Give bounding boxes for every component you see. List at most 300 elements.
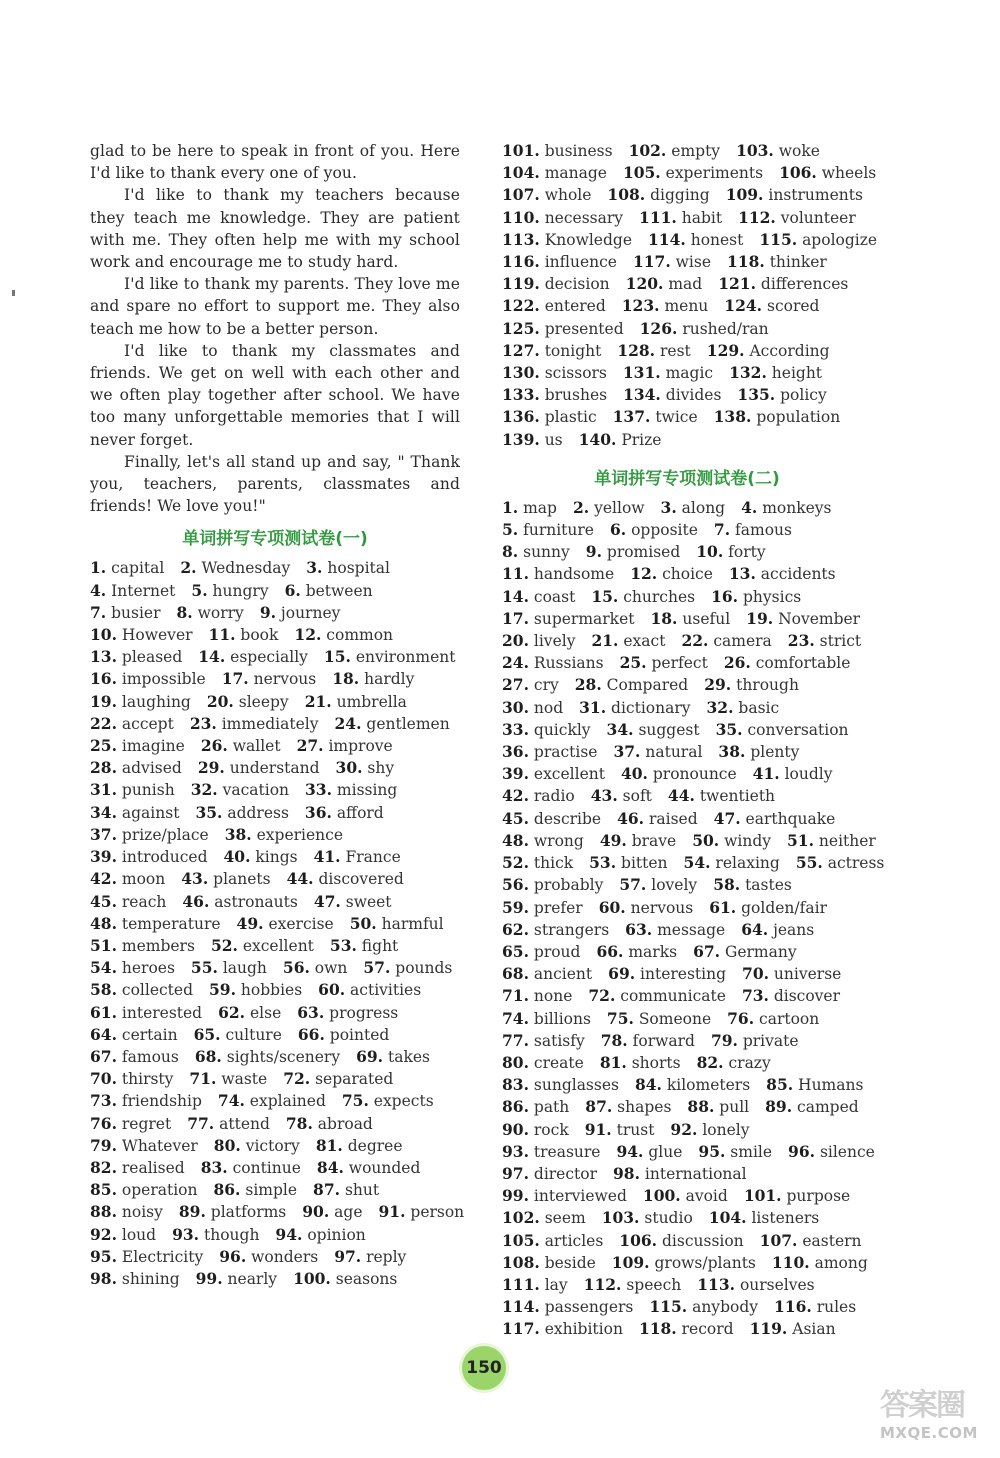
answer-word: private — [737, 1031, 799, 1050]
answer-number: 12. — [294, 625, 322, 645]
answer-line — [90, 757, 460, 779]
answer-number: 47. — [313, 891, 341, 911]
answer-item — [189, 1070, 267, 1088]
answer-word: seem — [539, 1209, 586, 1228]
answer-item — [502, 632, 575, 650]
answer-word: plastic — [539, 408, 597, 427]
answer-word: astronauts — [209, 892, 298, 911]
answer-line — [90, 868, 460, 890]
answer-number: 121. — [718, 274, 756, 294]
answer-number: 72. — [283, 1069, 311, 1089]
answer-line — [502, 852, 885, 874]
answer-line — [90, 1157, 460, 1179]
answer-word: discover — [768, 987, 841, 1006]
answer-item — [502, 142, 613, 160]
answer-item — [90, 1048, 179, 1066]
answer-word: wallet — [227, 737, 281, 756]
answer-word: laughing — [116, 692, 191, 711]
answer-word: instruments — [763, 186, 863, 205]
answer-word: imagine — [116, 737, 185, 756]
answer-word: common — [321, 626, 394, 645]
answer-word: comfortable — [750, 654, 851, 673]
answer-word: probably — [528, 876, 604, 895]
answer-item — [90, 1248, 203, 1266]
answer-line — [502, 897, 872, 919]
answer-item — [90, 781, 175, 799]
answer-word: noisy — [116, 1203, 163, 1222]
answer-number: 51. — [90, 935, 117, 955]
answer-number: 21. — [591, 631, 619, 651]
answer-line — [90, 624, 460, 646]
answer-number: 87. — [313, 1180, 341, 1200]
answer-item — [502, 1076, 619, 1094]
answer-item — [613, 408, 698, 426]
answer-word: honest — [685, 230, 744, 249]
right-column — [502, 140, 885, 1341]
answer-word: nod — [528, 698, 564, 717]
answer-item — [724, 654, 851, 672]
answer-word: gentlemen — [361, 714, 450, 733]
answer-item — [342, 1092, 434, 1110]
answer-item — [318, 981, 421, 999]
answer-item — [172, 1226, 259, 1244]
answer-word: progress — [324, 1003, 399, 1022]
answer-item — [502, 743, 597, 761]
answer-number: 72. — [588, 986, 616, 1006]
answer-item — [214, 1137, 300, 1155]
answer-line — [90, 1002, 460, 1024]
answer-item — [744, 1187, 850, 1205]
answer-number: 9. — [259, 602, 276, 622]
answer-number: 57. — [619, 875, 647, 895]
answer-item — [502, 765, 605, 783]
answer-word: busier — [106, 603, 161, 622]
answer-line — [90, 1179, 460, 1201]
answer-word: Whatever — [116, 1136, 198, 1155]
answer-number: 38. — [224, 824, 252, 844]
answer-item — [502, 297, 606, 315]
answer-item — [90, 804, 179, 822]
answer-number: 91. — [378, 1202, 406, 1222]
answer-line — [90, 891, 460, 913]
answer-item — [90, 848, 208, 866]
answer-word: Compared — [601, 676, 689, 695]
answer-item — [196, 1270, 277, 1288]
answer-word: relaxing — [710, 854, 780, 873]
answer-item — [502, 1121, 569, 1139]
answer-word: useful — [677, 609, 731, 628]
answer-item — [502, 1209, 586, 1227]
answer-word: bitten — [616, 854, 668, 873]
answer-number: 6. — [284, 580, 301, 600]
answer-number: 29. — [197, 758, 225, 778]
answer-line — [502, 652, 872, 674]
answer-word: avoid — [680, 1187, 728, 1206]
answer-number: 80. — [502, 1052, 529, 1072]
answer-line — [502, 1052, 872, 1074]
answer-word: pointed — [324, 1025, 390, 1044]
answer-word: introduced — [116, 848, 208, 867]
answer-line — [502, 497, 872, 519]
answer-item — [575, 676, 688, 694]
answer-number: 117. — [632, 252, 671, 272]
answer-word: soft — [617, 787, 652, 806]
answer-line — [90, 846, 460, 868]
answer-item — [588, 987, 726, 1005]
answer-number: 118. — [727, 252, 765, 272]
answer-number: 45. — [90, 891, 117, 911]
answer-number: 17. — [221, 669, 249, 689]
answer-item — [90, 893, 166, 911]
answer-word: physics — [738, 587, 802, 606]
answer-number: 51. — [787, 830, 814, 850]
answer-word: wrong — [528, 831, 584, 850]
answer-line — [90, 979, 460, 1001]
answer-word: hobbies — [235, 981, 303, 1000]
answer-word: differences — [755, 275, 849, 294]
answer-word: regret — [116, 1114, 172, 1133]
answer-number: 132. — [729, 363, 767, 383]
answer-line — [502, 318, 872, 340]
answer-item — [502, 787, 575, 805]
answer-line — [90, 1090, 460, 1112]
answer-item — [601, 1032, 695, 1050]
answer-number: 75. — [606, 1008, 634, 1028]
answer-word: victory — [240, 1136, 300, 1155]
answer-item — [213, 1181, 297, 1199]
answer-line — [502, 340, 872, 362]
answer-word: treasure — [528, 1142, 601, 1161]
answer-line — [502, 384, 872, 406]
answer-word: furniture — [518, 521, 594, 540]
answer-number: 97. — [334, 1246, 362, 1266]
answer-word: address — [222, 803, 289, 822]
answer-item — [90, 915, 221, 933]
answer-number: 28. — [90, 758, 117, 778]
answer-word: supermarket — [528, 609, 635, 628]
answer-line — [90, 1224, 460, 1246]
answer-item — [502, 721, 591, 739]
answer-word: through — [731, 676, 799, 695]
answer-item — [198, 648, 308, 666]
answer-word: quickly — [528, 720, 591, 739]
answer-item — [787, 832, 876, 850]
answer-number: 27. — [502, 675, 529, 695]
answer-number: 46. — [182, 891, 210, 911]
answer-number: 111. — [502, 1274, 540, 1294]
answer-item — [90, 626, 193, 644]
answer-number: 20. — [206, 691, 234, 711]
answer-word: separated — [310, 1070, 394, 1089]
answer-number: 48. — [502, 830, 529, 850]
answer-number: 116. — [774, 1297, 812, 1317]
answer-item — [305, 804, 384, 822]
answer-word: coast — [528, 587, 576, 606]
answer-item — [718, 743, 799, 761]
answer-word: woke — [773, 142, 820, 160]
answer-item — [709, 1209, 819, 1227]
answer-item — [502, 543, 570, 561]
answer-word: business — [539, 142, 613, 160]
answer-number: 81. — [315, 1135, 343, 1155]
answer-word: accept — [116, 714, 174, 733]
answer-word: suggest — [633, 720, 700, 739]
answer-word: ancient — [528, 965, 593, 984]
answer-item — [195, 1048, 340, 1066]
answer-item — [585, 1121, 655, 1139]
answer-number: 94. — [275, 1224, 303, 1244]
answer-word: neither — [813, 831, 876, 850]
answer-word: dictionary — [606, 698, 691, 717]
answer-item — [502, 1187, 627, 1205]
answer-item — [760, 1232, 862, 1250]
answer-item — [599, 899, 694, 917]
answer-number: 101. — [743, 1186, 782, 1206]
answer-number: 1. — [90, 558, 107, 578]
answer-item — [502, 1232, 603, 1250]
answer-number: 13. — [728, 564, 756, 584]
answer-number: 115. — [759, 229, 798, 249]
answer-number: 52. — [210, 935, 238, 955]
answer-number: 42. — [90, 869, 117, 889]
answer-item — [692, 832, 771, 850]
answer-item — [219, 1248, 318, 1266]
answer-word: camped — [792, 1098, 859, 1117]
answer-word: promised — [601, 543, 681, 562]
answer-word: director — [528, 1164, 598, 1183]
watermark — [880, 1380, 990, 1450]
answer-word: November — [773, 609, 861, 628]
answer-number: 27. — [296, 736, 324, 756]
answer-item — [697, 1054, 771, 1072]
answer-number: 18. — [650, 608, 678, 628]
answer-word: map — [518, 498, 557, 517]
answer-word: though — [199, 1225, 260, 1244]
answer-word: wheels — [816, 164, 877, 183]
answer-item — [759, 231, 877, 249]
answer-line — [90, 802, 460, 824]
answer-word: kilometers — [661, 1076, 751, 1095]
answer-word: earthquake — [740, 809, 836, 828]
answer-number: 49. — [236, 913, 264, 933]
answer-line — [502, 406, 872, 428]
answer-item — [635, 1076, 750, 1094]
answer-item — [610, 521, 698, 539]
answer-number: 11. — [502, 564, 529, 584]
answer-word: continue — [227, 1158, 301, 1177]
answer-item — [613, 1165, 747, 1183]
answer-word: along — [676, 498, 726, 517]
answer-item — [649, 1298, 758, 1316]
answer-number: 112. — [738, 207, 776, 227]
answer-item — [502, 431, 563, 449]
answer-line — [502, 785, 872, 807]
answer-item — [298, 1026, 389, 1044]
answer-word: nervous — [248, 670, 317, 689]
answer-word: reach — [116, 892, 167, 911]
answer-word: shapes — [612, 1098, 672, 1117]
answer-item — [788, 1143, 875, 1161]
answer-item — [623, 386, 721, 404]
answer-number: 116. — [502, 252, 540, 272]
answer-line — [502, 1185, 872, 1207]
answer-item — [765, 1098, 859, 1116]
answer-word: universe — [769, 965, 842, 984]
answer-item — [607, 721, 700, 739]
answer-word: understand — [224, 759, 320, 778]
answer-word: forward — [627, 1031, 695, 1050]
answer-item — [194, 1026, 282, 1044]
answer-item — [714, 408, 841, 426]
watermark-url: MXQE.COM — [880, 1424, 978, 1442]
answer-number: 107. — [502, 185, 540, 205]
answer-number: 82. — [696, 1052, 724, 1072]
answer-number: 39. — [90, 847, 117, 867]
answer-word: age — [329, 1203, 363, 1222]
answer-line — [502, 719, 872, 741]
answer-word: ourselves — [735, 1275, 815, 1294]
answer-number: 108. — [502, 1252, 540, 1272]
answer-item — [639, 209, 722, 227]
answer-line — [502, 830, 876, 852]
answer-line — [502, 563, 872, 585]
answer-word: height — [766, 364, 823, 383]
answer-word: wounded — [343, 1158, 421, 1177]
answer-line — [90, 1046, 460, 1068]
answer-item — [607, 1010, 711, 1028]
answer-item — [502, 610, 634, 628]
answer-number: 59. — [502, 897, 529, 917]
answer-number: 61. — [90, 1002, 117, 1022]
answer-word: fight — [356, 936, 399, 955]
answer-item — [502, 253, 617, 271]
answer-number: 59. — [209, 980, 236, 1000]
answer-number: 15. — [591, 586, 619, 606]
answer-word: excellent — [237, 936, 314, 955]
answer-number: 77. — [502, 1030, 529, 1050]
answer-number: 40. — [620, 764, 648, 784]
answer-word: rest — [655, 341, 691, 360]
answer-number: 32. — [706, 697, 734, 717]
answer-word: laugh — [217, 959, 267, 978]
answer-number: 16. — [90, 669, 117, 689]
answer-number: 23. — [189, 713, 217, 733]
answer-item — [209, 626, 279, 644]
answer-word: pronounce — [647, 765, 737, 784]
answer-item — [711, 1032, 799, 1050]
answer-number: 128. — [617, 340, 656, 360]
answer-number: 45. — [502, 808, 529, 828]
answer-item — [90, 759, 182, 777]
answer-item — [596, 943, 677, 961]
answer-number: 21. — [304, 691, 332, 711]
answer-number: 74. — [217, 1091, 245, 1111]
answer-number: 127. — [502, 340, 540, 360]
answer-number: 12. — [630, 564, 658, 584]
answer-number: 115. — [649, 1297, 688, 1317]
answer-item — [90, 737, 185, 755]
answer-line — [502, 162, 877, 184]
answer-word: pleased — [116, 648, 183, 667]
answer-item — [648, 231, 743, 249]
test1-answers — [90, 557, 465, 1290]
answer-number: 105. — [502, 1230, 540, 1250]
answer-item — [187, 1115, 270, 1133]
answer-item — [753, 765, 833, 783]
answer-number: 138. — [713, 407, 752, 427]
answer-word: none — [528, 987, 573, 1006]
answer-number: 8. — [502, 542, 519, 562]
answer-number: 109. — [725, 185, 764, 205]
answer-word: harmful — [376, 914, 444, 933]
answer-item — [302, 1203, 362, 1221]
answer-item — [356, 1048, 430, 1066]
answer-number: 93. — [172, 1224, 200, 1244]
answer-number: 82. — [90, 1157, 117, 1177]
answer-number: 102. — [502, 1208, 540, 1228]
answer-item — [190, 715, 319, 733]
speech-essay — [90, 140, 460, 517]
answer-item — [502, 1143, 600, 1161]
answer-word: environment — [350, 648, 456, 667]
answer-number: 77. — [187, 1113, 215, 1133]
answer-line — [90, 557, 460, 579]
answer-number: 39. — [502, 764, 529, 784]
answer-item — [502, 921, 609, 939]
answer-number: 33. — [305, 780, 332, 800]
answer-item — [693, 943, 797, 961]
answer-number: 69. — [608, 964, 636, 984]
answer-word: collected — [116, 981, 194, 1000]
answer-word: tastes — [740, 876, 792, 895]
answer-word: members — [116, 936, 195, 955]
scan-mark — [12, 290, 15, 296]
answer-number: 135. — [737, 385, 776, 405]
answer-item — [334, 1248, 406, 1266]
answer-item — [591, 588, 695, 606]
answer-number: 112. — [583, 1274, 622, 1294]
answer-item — [661, 499, 726, 517]
answer-word: lovely — [646, 876, 698, 895]
answer-item — [177, 604, 244, 622]
answer-word: listeners — [746, 1209, 820, 1228]
answer-item — [746, 610, 860, 628]
answer-number: 35. — [195, 802, 223, 822]
answer-word: kings — [250, 848, 298, 867]
answer-word: thinker — [764, 253, 827, 272]
answer-line — [90, 668, 460, 690]
answer-item — [617, 342, 690, 360]
answer-item — [181, 870, 270, 888]
answer-item — [713, 876, 792, 894]
answer-number: 37. — [90, 824, 117, 844]
answer-word: anybody — [687, 1298, 758, 1317]
answer-number: 3. — [306, 558, 323, 578]
answer-number: 76. — [727, 1008, 755, 1028]
answer-word: entered — [539, 297, 606, 316]
answer-item — [335, 715, 450, 733]
answer-number: 50. — [692, 830, 720, 850]
answer-item — [502, 1010, 591, 1028]
answer-word: exact — [618, 632, 666, 651]
answer-word: Humans — [793, 1076, 864, 1095]
answer-item — [180, 559, 290, 577]
answer-line — [502, 184, 872, 206]
answer-item — [714, 810, 836, 828]
answer-item — [286, 1115, 373, 1133]
answer-line — [502, 630, 872, 652]
answer-item — [502, 1098, 569, 1116]
